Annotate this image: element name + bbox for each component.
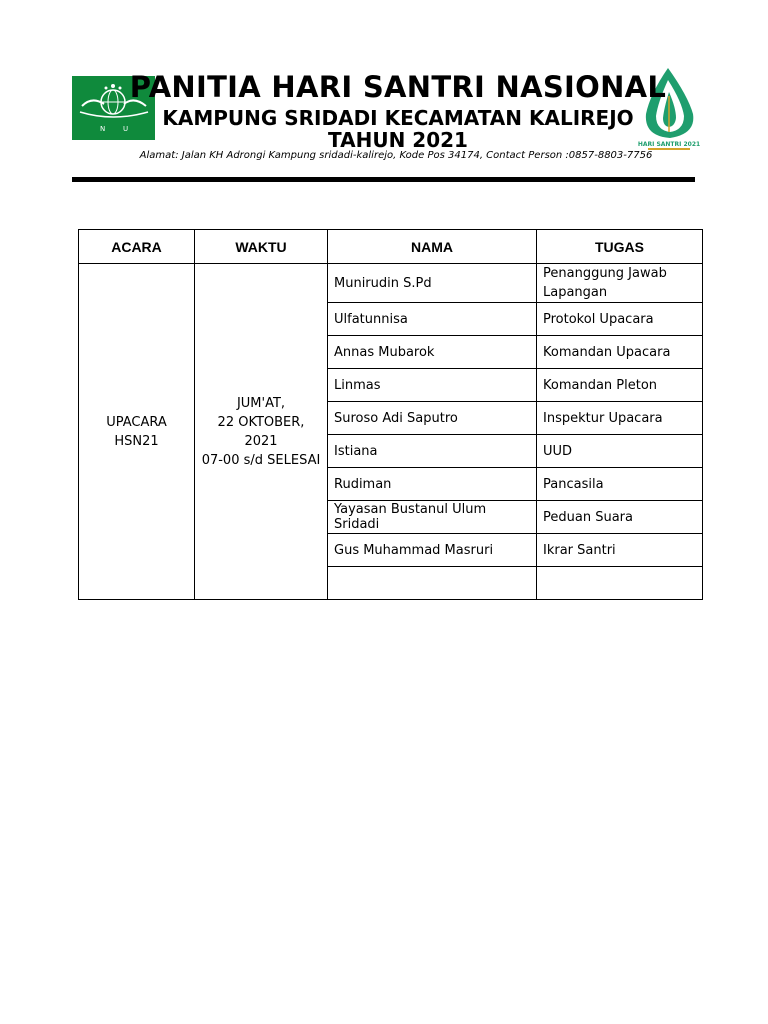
tugas-line: Penanggung Jawab (543, 266, 667, 281)
tugas-cell: Protokol Upacara (537, 303, 703, 336)
nu-letter-u: U (123, 125, 129, 133)
tugas-cell: Ikrar Santri (537, 534, 703, 567)
tugas-cell: Inspektur Upacara (537, 402, 703, 435)
header-divider (72, 177, 695, 182)
table-header-row (79, 230, 703, 264)
address-line: Alamat: Jalan KH Adrongi Kampung sridadi-kalirejo, Kode Pos 34174, Contact Person :0857-8803-7756 (139, 150, 653, 161)
waktu-line: JUM'AT, (236, 395, 286, 411)
nama-cell: Munirudin S.Pd (328, 264, 537, 303)
tugas-line: Lapangan (543, 285, 608, 300)
nama-cell: Yayasan Bustanul Ulum Sridadi (328, 501, 537, 534)
nama-cell: Ulfatunnisa (328, 303, 537, 336)
nu-letter-n: N (100, 125, 106, 133)
nama-cell: Gus Muhammad Masruri (328, 534, 537, 567)
page-title: PANITIA HARI SANTRI NASIONAL (129, 70, 667, 104)
header-acara: ACARA (79, 230, 195, 264)
page-subtitle: KAMPUNG SRIDADI KECAMATAN KALIREJO (162, 106, 634, 130)
table-row (79, 264, 703, 303)
nama-cell: Linmas (328, 369, 537, 402)
tugas-cell (537, 567, 703, 600)
hari-santri-caption: HARI SANTRI 2021 (638, 141, 700, 148)
nama-cell: Annas Mubarok (328, 336, 537, 369)
header-tugas: TUGAS (537, 230, 703, 264)
acara-line: UPACARA (106, 414, 167, 430)
waktu-line: 07-00 s/d SELESAI (201, 452, 321, 468)
tugas-cell: Komandan Upacara (537, 336, 703, 369)
tugas-cell: Peduan Suara (537, 501, 703, 534)
nama-cell: Rudiman (328, 468, 537, 501)
nama-cell: Suroso Adi Saputro (328, 402, 537, 435)
page-year: TAHUN 2021 (328, 128, 468, 152)
tugas-cell: UUD (537, 435, 703, 468)
header-nama: NAMA (328, 230, 537, 264)
waktu-cell (195, 264, 328, 600)
nama-cell: Istiana (328, 435, 537, 468)
nama-cell (328, 567, 537, 600)
waktu-line: 22 OKTOBER, 2021 (217, 414, 305, 449)
header-waktu: WAKTU (195, 230, 328, 264)
acara-line: HSN21 (114, 433, 159, 449)
tugas-cell: Pancasila (537, 468, 703, 501)
tugas-cell: Komandan Pleton (537, 369, 703, 402)
tugas-cell (537, 264, 703, 303)
schedule-table (78, 229, 703, 600)
acara-cell (79, 264, 195, 600)
